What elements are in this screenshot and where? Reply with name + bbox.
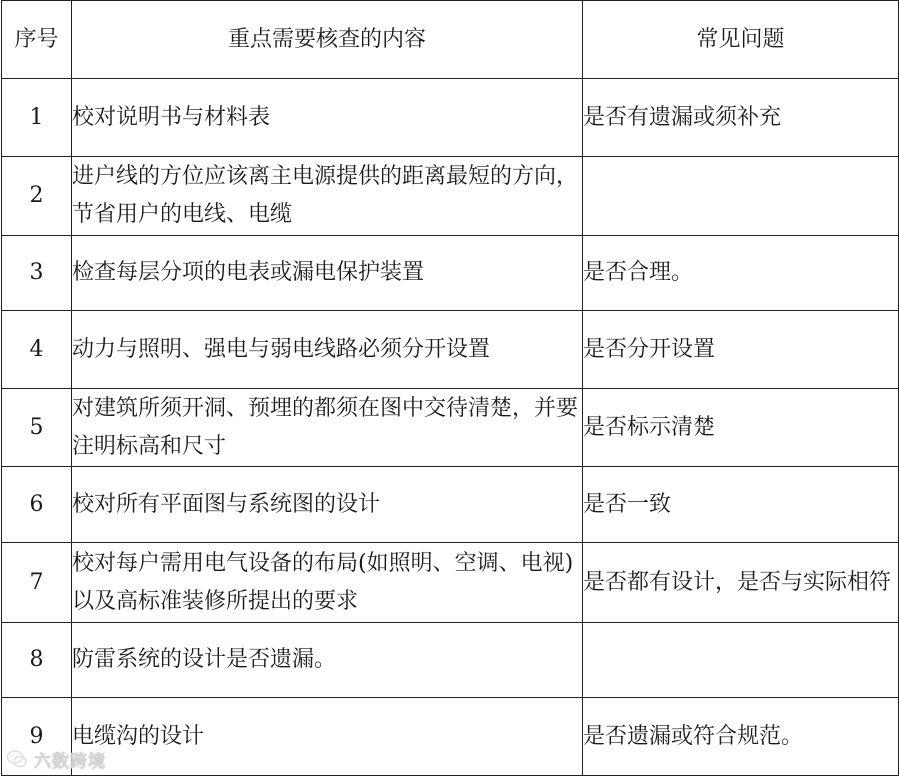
row-issue: 是否标示清楚	[583, 389, 899, 467]
table-row	[2, 543, 899, 623]
row-number: 7	[2, 543, 72, 623]
row-issue	[583, 623, 899, 698]
row-issue: 是否分开设置	[583, 311, 899, 389]
row-content: 电缆沟的设计	[72, 698, 583, 776]
table-row	[2, 157, 899, 236]
table-row	[2, 79, 899, 157]
header-check-content: 重点需要核查的内容	[72, 1, 583, 79]
row-issue: 是否有遗漏或须补充	[583, 79, 899, 157]
row-content: 动力与照明、强电与弱电线路必须分开设置	[72, 311, 583, 389]
row-content: 校对所有平面图与系统图的设计	[72, 467, 583, 543]
row-issue: 是否一致	[583, 467, 899, 543]
watermark	[6, 746, 106, 772]
row-number: 5	[2, 389, 72, 467]
row-number: 6	[2, 467, 72, 543]
row-number: 8	[2, 623, 72, 698]
inspection-table	[1, 0, 899, 776]
table-row	[2, 698, 899, 776]
row-issue: 是否合理。	[583, 236, 899, 311]
row-number: 2	[2, 157, 72, 236]
row-issue: 是否都有设计，是否与实际相符	[583, 543, 899, 623]
row-content: 校对每户需用电气设备的布局(如照明、空调、电视)以及高标准装修所提出的要求	[72, 543, 583, 623]
row-issue	[583, 157, 899, 236]
row-content: 进户线的方位应该离主电源提供的距离最短的方向，节省用户的电线、电缆	[72, 157, 583, 236]
table-row	[2, 236, 899, 311]
row-content: 检查每层分项的电表或漏电保护装置	[72, 236, 583, 311]
header-serial-number: 序号	[2, 1, 72, 79]
row-content: 对建筑所须开洞、预埋的都须在图中交待清楚，并要注明标高和尺寸	[72, 389, 583, 467]
wechat-logo-icon	[6, 748, 28, 770]
row-content: 防雷系统的设计是否遗漏。	[72, 623, 583, 698]
table-row	[2, 467, 899, 543]
table-row	[2, 389, 899, 467]
row-number: 1	[2, 79, 72, 157]
table-row	[2, 623, 899, 698]
row-number: 9	[2, 698, 72, 776]
table-header-row	[2, 1, 899, 79]
table-row	[2, 311, 899, 389]
header-common-issue: 常见问题	[583, 1, 899, 79]
watermark-text: 六数跨境	[34, 751, 106, 772]
row-number: 3	[2, 236, 72, 311]
row-issue: 是否遗漏或符合规范。	[583, 698, 899, 776]
row-number: 4	[2, 311, 72, 389]
row-content: 校对说明书与材料表	[72, 79, 583, 157]
